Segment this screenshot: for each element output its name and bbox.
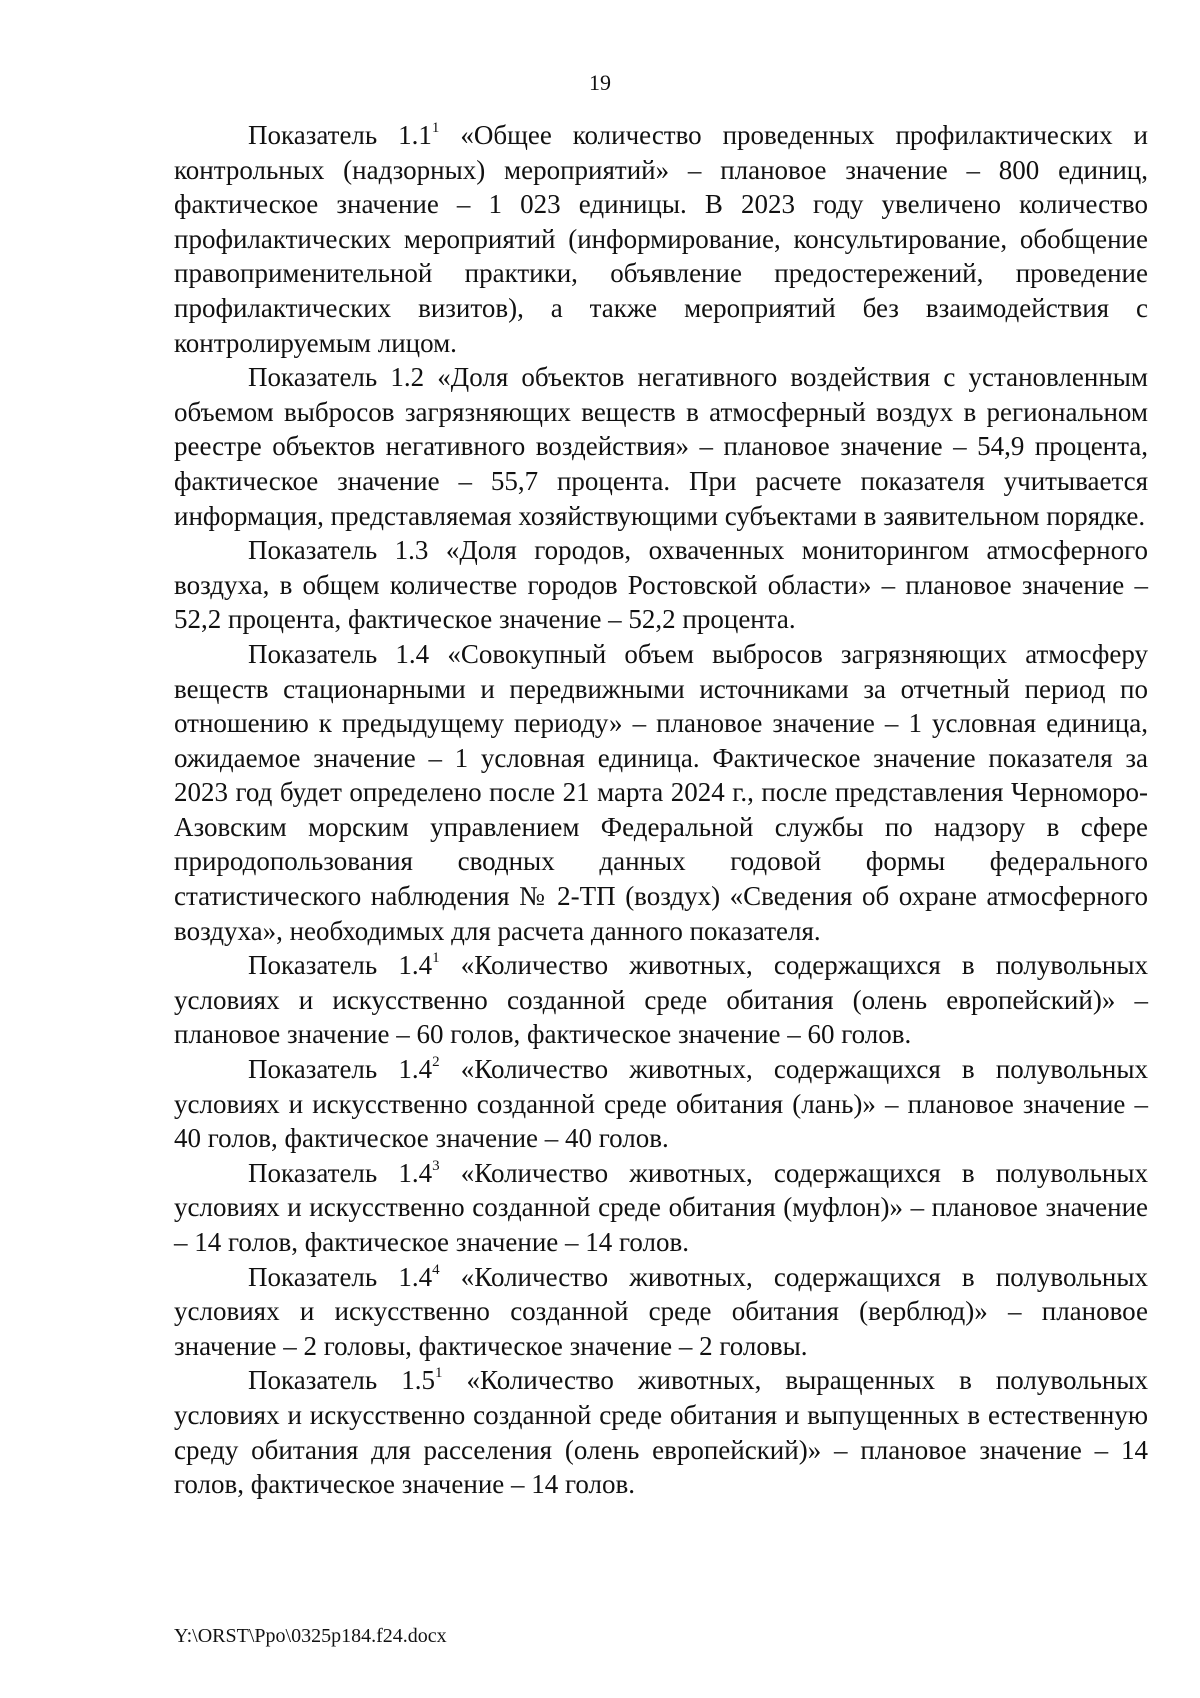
indicator-superscript: 2 xyxy=(432,1054,440,1071)
paragraph-indicator-1-4-2 xyxy=(174,1052,1148,1156)
indicator-label: Показатель 1.4 xyxy=(248,950,433,981)
indicator-label: Показатель 1.4 xyxy=(248,1054,433,1085)
indicator-superscript: 1 xyxy=(431,120,440,136)
indicator-text: «Общее количество проведенных профилактических и контрольных (надзорных) мероприятий» – плановое значение – 800 единиц, фактическое значение – 1 023 единицы. В 2023 году увеличено количество профилактических мероприятий (информирование, консультирование, обобщение правоприменительной практики, объявление предостережений, проведение профилактических визитов), а также мероприятий без взаимодействия с контролируемым лицом. xyxy=(174,120,1148,358)
indicator-text: «Доля объектов негативного воздействия с установленным объемом выбросов загрязняющих веществ в атмосферный воздух в региональном реестре объектов негативного воздействия» – плановое значение – 54,9 процента, фактическое значение – 55,7 процента. При расчете показателя учитывается информация, представляемая хозяйствующими субъектами в заявительном порядке. xyxy=(174,362,1148,531)
indicator-label: Показатель 1.4 xyxy=(248,1157,433,1188)
indicator-text: «Количество животных, содержащихся в полувольных условиях и искусственно созданной среде обитания (верблюд)» – плановое значение – 2 головы, фактическое значение – 2 головы. xyxy=(174,1261,1148,1361)
paragraph-indicator-1-3 xyxy=(174,533,1148,637)
paragraph-indicator-1-4 xyxy=(174,637,1148,948)
indicator-text: «Количество животных, содержащихся в полувольных условиях и искусственно созданной среде обитания (муфлон)» – плановое значение – 14 голов, фактическое значение – 14 голов. xyxy=(174,1157,1148,1257)
paragraph-indicator-1-4-4 xyxy=(174,1260,1148,1364)
indicator-superscript: 3 xyxy=(432,1157,440,1174)
indicator-superscript: 1 xyxy=(432,950,440,967)
indicator-superscript: 1 xyxy=(435,1365,443,1382)
paragraph-indicator-1-1-1 xyxy=(174,118,1148,360)
indicator-label: Показатель 1.4 xyxy=(248,638,430,669)
indicator-label: Показатель 1.3 xyxy=(248,535,429,566)
indicator-label: Показатель 1.1 xyxy=(248,120,432,150)
paragraph-indicator-1-5-1 xyxy=(174,1363,1148,1501)
footer-file-path: Y:\ORST\Ppo\0325p184.f24.docx xyxy=(174,1625,447,1647)
indicator-label: Показатель 1.4 xyxy=(248,1261,433,1292)
indicator-label: Показатель 1.5 xyxy=(248,1365,435,1396)
indicator-superscript: 4 xyxy=(432,1261,440,1278)
paragraph-indicator-1-2 xyxy=(174,360,1148,533)
paragraph-indicator-1-4-1 xyxy=(174,948,1148,1052)
indicator-text: «Количество животных, содержащихся в полувольных условиях и искусственно созданной среде обитания (олень европейский)» – плановое значение – 60 голов, фактическое значение – 60 голов. xyxy=(174,950,1148,1050)
document-body xyxy=(174,118,1148,1502)
indicator-text: «Доля городов, охваченных мониторингом атмосферного воздуха, в общем количестве городов Ростовской области» – плановое значение – 52,2 процента, фактическое значение – 52,2 процента. xyxy=(174,535,1148,635)
indicator-text: «Количество животных, содержащихся в полувольных условиях и искусственно созданной среде обитания (лань)» – плановое значение – 40 голов, фактическое значение – 40 голов. xyxy=(174,1054,1148,1154)
indicator-label: Показатель 1.2 xyxy=(248,362,425,393)
page-number: 19 xyxy=(589,70,611,95)
indicator-text: «Совокупный объем выбросов загрязняющих атмосферу веществ стационарными и передвижными источниками за отчетный период по отношению к предыдущему периоду» – плановое значение – 1 условная единица, ожидаемое значение – 1 условная единица. Фактическое значение показателя за 2023 год будет определено после 21 марта 2024 г., после представления Черноморо-Азовским морским управлением Федеральной службы по надзору в сфере природопользования сводных данных годовой формы федерального статистического наблюдения № 2-ТП (воздух) «Сведения об охране атмосферного воздуха», необходимых для расчета данного показателя. xyxy=(174,638,1148,946)
paragraph-indicator-1-4-3 xyxy=(174,1156,1148,1260)
indicator-text: «Количество животных, выращенных в полувольных условиях и искусственно созданной среде обитания и выпущенных в естественную среду обитания для расселения (олень европейский)» – плановое значение – 14 голов, фактическое значение – 14 голов. xyxy=(174,1365,1148,1500)
